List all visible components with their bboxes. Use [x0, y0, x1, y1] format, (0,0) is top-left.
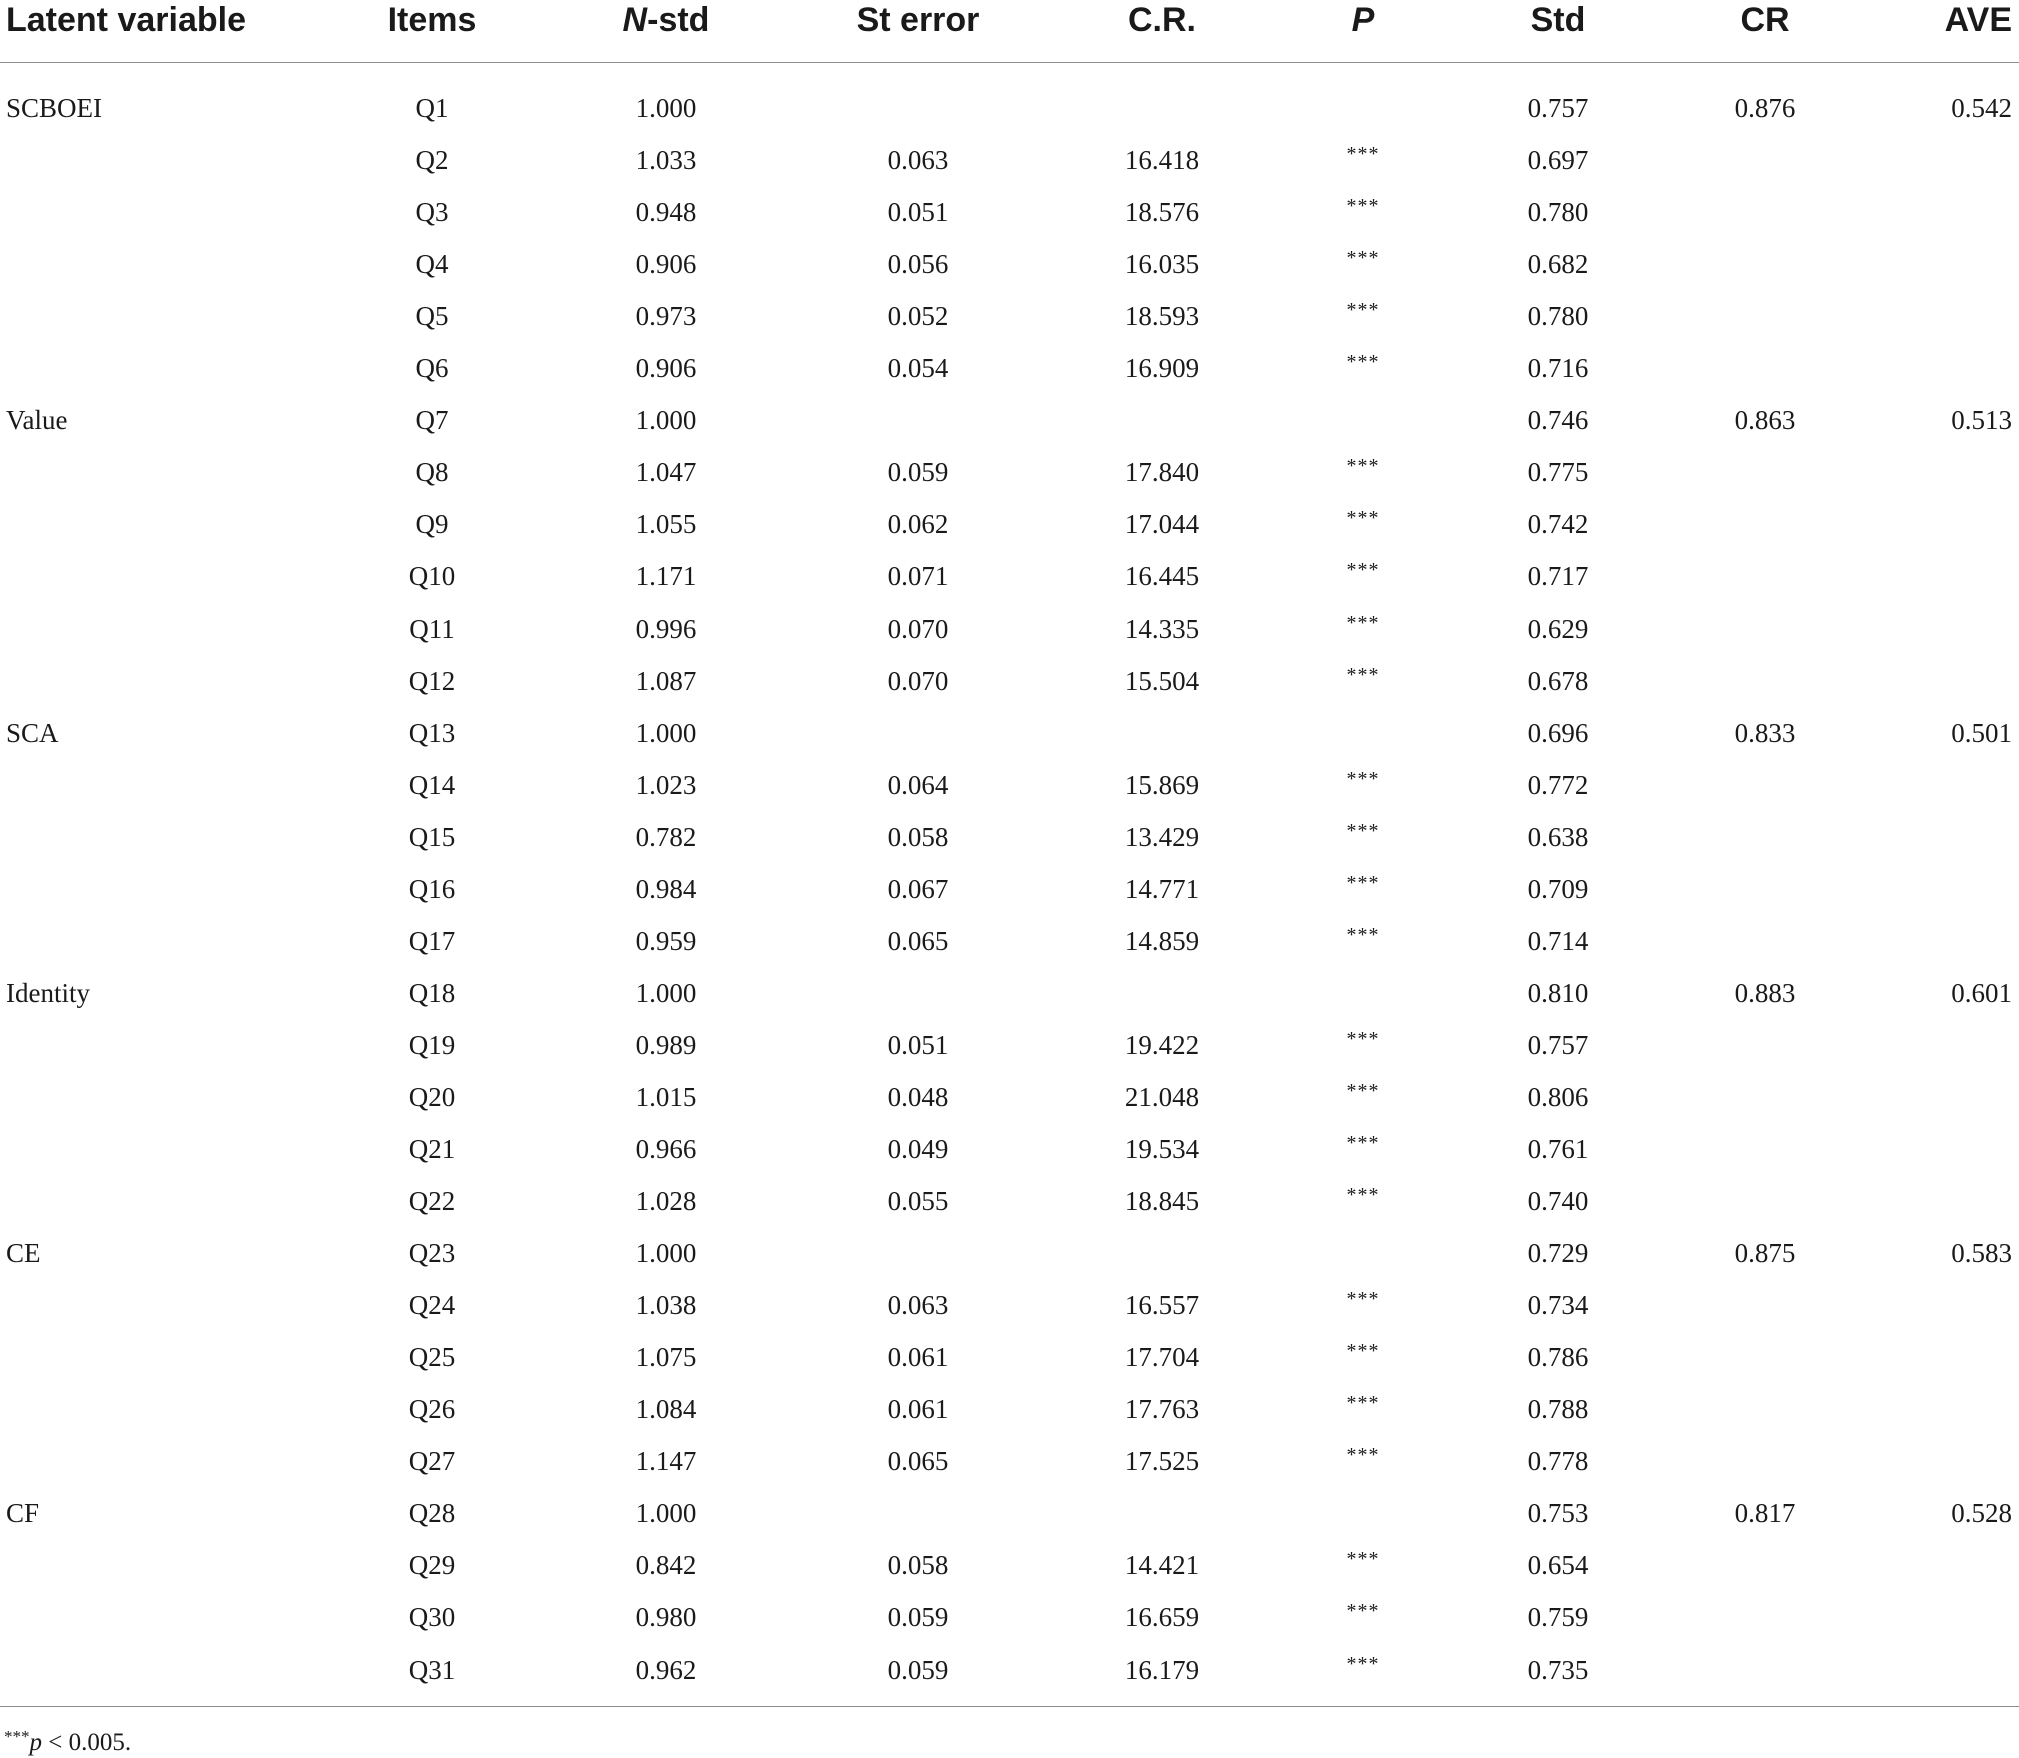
- cr-value-cell: 14.859: [1124, 925, 1200, 956]
- p-cell: ***: [1346, 1548, 1380, 1571]
- std-cell: 0.638: [1527, 821, 1589, 852]
- std-cell: 0.729: [1527, 1238, 1589, 1269]
- header-p: P: [1351, 1, 1375, 39]
- n-std-cell: 1.000: [635, 1238, 697, 1269]
- latent-variable-cell: Identity: [6, 977, 90, 1008]
- n-std-cell: 0.980: [635, 1602, 697, 1633]
- std-cell: 0.810: [1527, 977, 1589, 1008]
- p-cell: ***: [1346, 1184, 1380, 1207]
- p-cell: ***: [1346, 1600, 1380, 1623]
- p-cell: ***: [1346, 1392, 1380, 1415]
- cr-value-cell: 14.335: [1124, 613, 1200, 644]
- header-cr: CR: [1740, 1, 1790, 39]
- std-cell: 0.780: [1527, 197, 1589, 228]
- st-error-cell: 0.052: [887, 301, 949, 332]
- p-cell: ***: [1346, 247, 1380, 270]
- header-n-std: N-std: [622, 1, 710, 39]
- cr-cell: 0.833: [1734, 717, 1796, 748]
- std-cell: 0.742: [1527, 509, 1589, 540]
- std-cell: 0.716: [1527, 353, 1589, 384]
- st-error-cell: 0.048: [887, 1081, 949, 1112]
- st-error-cell: 0.058: [887, 821, 949, 852]
- n-std-cell: 0.989: [635, 1029, 697, 1060]
- item-cell: Q9: [415, 509, 449, 540]
- cr-value-cell: 17.044: [1124, 509, 1200, 540]
- cr-value-cell: 15.869: [1124, 769, 1200, 800]
- footnote-text: < 0.005.: [42, 1729, 132, 1756]
- header-latent-variable: Latent variable: [6, 1, 246, 39]
- item-cell: Q26: [408, 1394, 456, 1425]
- st-error-cell: 0.051: [887, 1029, 949, 1060]
- n-std-cell: 0.996: [635, 613, 697, 644]
- std-cell: 0.780: [1527, 301, 1589, 332]
- st-error-cell: 0.071: [887, 561, 949, 592]
- std-cell: 0.714: [1527, 925, 1589, 956]
- cr-value-cell: 16.909: [1124, 353, 1200, 384]
- std-cell: 0.709: [1527, 873, 1589, 904]
- std-cell: 0.788: [1527, 1394, 1589, 1425]
- p-cell: ***: [1346, 1340, 1380, 1363]
- cr-cell: 0.817: [1734, 1498, 1796, 1529]
- item-cell: Q10: [408, 561, 456, 592]
- p-cell: ***: [1346, 611, 1380, 634]
- ave-cell: 0.513: [1951, 405, 2012, 436]
- cr-cell: 0.875: [1734, 1238, 1796, 1269]
- n-std-cell: 1.000: [635, 93, 697, 123]
- item-cell: Q7: [415, 405, 449, 436]
- n-std-cell: 1.147: [635, 1446, 697, 1477]
- ave-cell: 0.542: [1951, 93, 2012, 123]
- footnote-symbol: p: [29, 1729, 42, 1756]
- st-error-cell: 0.056: [887, 249, 949, 280]
- n-std-cell: 0.906: [635, 249, 697, 280]
- n-std-cell: 1.087: [635, 665, 697, 696]
- cr-value-cell: 16.179: [1124, 1654, 1200, 1685]
- cr-value-cell: 18.845: [1124, 1186, 1200, 1217]
- header-n-std-suffix: -std: [647, 1, 710, 39]
- n-std-cell: 1.000: [635, 405, 697, 436]
- cr-value-cell: 19.422: [1124, 1029, 1200, 1060]
- p-cell: ***: [1346, 767, 1380, 790]
- p-cell: ***: [1346, 663, 1380, 686]
- std-cell: 0.759: [1527, 1602, 1589, 1633]
- st-error-cell: 0.059: [887, 457, 949, 488]
- n-std-cell: 1.038: [635, 1290, 697, 1321]
- st-error-cell: 0.059: [887, 1654, 949, 1685]
- std-cell: 0.740: [1527, 1186, 1589, 1217]
- std-cell: 0.717: [1527, 561, 1589, 592]
- n-std-cell: 0.973: [635, 301, 697, 332]
- std-cell: 0.696: [1527, 717, 1589, 748]
- item-cell: Q23: [408, 1238, 456, 1269]
- header-ave: AVE: [1944, 1, 2012, 39]
- cr-cell: 0.863: [1734, 405, 1796, 436]
- st-error-cell: 0.059: [887, 1602, 949, 1633]
- item-cell: Q3: [415, 197, 449, 228]
- cr-value-cell: 18.593: [1124, 301, 1200, 332]
- p-cell: ***: [1346, 1288, 1380, 1311]
- st-error-cell: 0.049: [887, 1134, 949, 1164]
- std-cell: 0.778: [1527, 1446, 1589, 1477]
- cr-value-cell: 16.557: [1124, 1290, 1200, 1321]
- cr-value-cell: 17.840: [1124, 457, 1200, 488]
- n-std-cell: 1.000: [635, 977, 697, 1008]
- latent-variable-cell: SCBOEI: [6, 93, 103, 123]
- cr-value-cell: 17.704: [1124, 1342, 1200, 1373]
- n-std-cell: 1.033: [635, 145, 697, 176]
- st-error-cell: 0.064: [887, 769, 949, 800]
- p-cell: ***: [1346, 507, 1380, 530]
- p-cell: ***: [1346, 299, 1380, 322]
- n-std-cell: 1.028: [635, 1186, 697, 1217]
- std-cell: 0.629: [1527, 613, 1589, 644]
- p-cell: ***: [1346, 871, 1380, 894]
- p-cell: ***: [1346, 1132, 1380, 1154]
- std-cell: 0.757: [1527, 93, 1589, 123]
- p-cell: ***: [1346, 455, 1380, 478]
- st-error-cell: 0.070: [887, 665, 949, 696]
- item-cell: Q17: [408, 925, 456, 956]
- item-cell: Q16: [408, 873, 456, 904]
- p-cell: ***: [1346, 351, 1380, 374]
- item-cell: Q21: [408, 1134, 456, 1164]
- latent-variable-cell: CF: [6, 1498, 40, 1529]
- header-std: Std: [1530, 1, 1586, 39]
- item-cell: Q24: [408, 1290, 456, 1321]
- st-error-cell: 0.062: [887, 509, 949, 540]
- std-cell: 0.775: [1527, 457, 1589, 488]
- std-cell: 0.682: [1527, 249, 1589, 280]
- n-std-cell: 0.948: [635, 197, 697, 228]
- ave-cell: 0.601: [1951, 977, 2012, 1008]
- p-cell: ***: [1346, 143, 1380, 166]
- item-cell: Q1: [415, 93, 449, 123]
- n-std-cell: 1.000: [635, 717, 697, 748]
- ave-cell: 0.583: [1951, 1238, 2012, 1269]
- footnote: [4, 1722, 131, 1758]
- cr-value-cell: 15.504: [1124, 665, 1200, 696]
- item-cell: Q2: [415, 145, 449, 176]
- header-rule: [0, 62, 2019, 63]
- n-std-cell: 0.984: [635, 873, 697, 904]
- item-cell: Q5: [415, 301, 449, 332]
- n-std-cell: 1.023: [635, 769, 697, 800]
- cr-value-cell: 17.525: [1124, 1446, 1200, 1477]
- cr-value-cell: 16.418: [1124, 145, 1200, 176]
- n-std-cell: 1.055: [635, 509, 697, 540]
- cr-cell: 0.876: [1734, 93, 1796, 123]
- item-cell: Q8: [415, 457, 449, 488]
- p-cell: ***: [1346, 559, 1380, 582]
- std-cell: 0.746: [1527, 405, 1589, 436]
- st-error-cell: 0.061: [887, 1394, 949, 1425]
- n-std-cell: 0.782: [635, 821, 697, 852]
- item-cell: Q22: [408, 1186, 456, 1217]
- p-cell: ***: [1346, 1079, 1380, 1102]
- item-cell: Q15: [408, 821, 456, 852]
- std-cell: 0.786: [1527, 1342, 1589, 1373]
- st-error-cell: 0.065: [887, 1446, 949, 1477]
- item-cell: Q29: [408, 1550, 456, 1581]
- item-cell: Q31: [408, 1654, 456, 1685]
- st-error-cell: 0.061: [887, 1342, 949, 1373]
- std-cell: 0.772: [1527, 769, 1589, 800]
- std-cell: 0.734: [1527, 1290, 1589, 1321]
- cr-value-cell: 19.534: [1124, 1134, 1200, 1164]
- item-cell: Q27: [408, 1446, 456, 1477]
- st-error-cell: 0.055: [887, 1186, 949, 1217]
- bottom-rule: [0, 1706, 2019, 1707]
- n-std-cell: 0.959: [635, 925, 697, 956]
- cr-value-cell: 17.763: [1124, 1394, 1200, 1425]
- std-cell: 0.735: [1527, 1654, 1589, 1685]
- st-error-cell: 0.063: [887, 145, 949, 176]
- st-error-cell: 0.065: [887, 925, 949, 956]
- item-cell: Q6: [415, 353, 449, 384]
- st-error-cell: 0.067: [887, 873, 949, 904]
- footnote-marker: ***: [4, 1727, 30, 1746]
- item-cell: Q30: [408, 1602, 456, 1633]
- st-error-cell: 0.051: [887, 197, 949, 228]
- item-cell: Q19: [408, 1029, 456, 1060]
- st-error-cell: 0.058: [887, 1550, 949, 1581]
- cr-value-cell: 16.659: [1124, 1602, 1200, 1633]
- latent-variable-cell: SCA: [6, 717, 59, 748]
- p-cell: ***: [1346, 1027, 1380, 1050]
- n-std-cell: 0.966: [635, 1134, 697, 1164]
- st-error-cell: 0.063: [887, 1290, 949, 1321]
- n-std-cell: 0.962: [635, 1654, 697, 1685]
- p-cell: ***: [1346, 195, 1380, 218]
- cr-value-cell: 13.429: [1124, 821, 1200, 852]
- n-std-cell: 1.084: [635, 1394, 697, 1425]
- ave-cell: 0.528: [1951, 1498, 2012, 1529]
- std-cell: 0.757: [1527, 1029, 1589, 1060]
- item-cell: Q14: [408, 769, 456, 800]
- p-cell: ***: [1346, 923, 1380, 946]
- std-cell: 0.753: [1527, 1498, 1589, 1529]
- item-cell: Q12: [408, 665, 456, 696]
- item-cell: Q4: [415, 249, 449, 280]
- item-cell: Q13: [408, 717, 456, 748]
- p-cell: ***: [1346, 819, 1380, 842]
- st-error-cell: 0.054: [887, 353, 949, 384]
- ave-cell: 0.501: [1951, 717, 2012, 748]
- item-cell: Q28: [408, 1498, 456, 1529]
- n-std-cell: 1.000: [635, 1498, 697, 1529]
- cr-value-cell: 14.421: [1124, 1550, 1200, 1581]
- n-std-cell: 1.047: [635, 457, 697, 488]
- n-std-cell: 0.906: [635, 353, 697, 384]
- item-cell: Q25: [408, 1342, 456, 1373]
- std-cell: 0.678: [1527, 665, 1589, 696]
- cr-value-cell: 14.771: [1124, 873, 1200, 904]
- p-cell: ***: [1346, 1652, 1380, 1675]
- n-std-cell: 1.075: [635, 1342, 697, 1373]
- header-st-error: St error: [856, 1, 980, 39]
- cr-value-cell: 16.445: [1124, 561, 1200, 592]
- cr-cell: 0.883: [1734, 977, 1796, 1008]
- n-std-cell: 1.171: [635, 561, 697, 592]
- item-cell: Q18: [408, 977, 456, 1008]
- item-cell: Q20: [408, 1081, 456, 1112]
- std-cell: 0.654: [1527, 1550, 1589, 1581]
- cr-value-cell: 21.048: [1124, 1081, 1200, 1112]
- std-cell: 0.806: [1527, 1081, 1589, 1112]
- cr-value-cell: 16.035: [1124, 249, 1200, 280]
- header-items: Items: [387, 1, 477, 39]
- latent-variable-cell: Value: [6, 405, 68, 436]
- st-error-cell: 0.070: [887, 613, 949, 644]
- n-std-cell: 0.842: [635, 1550, 697, 1581]
- std-cell: 0.761: [1527, 1134, 1589, 1164]
- cr-value-cell: 18.576: [1124, 197, 1200, 228]
- header-cr-value: C.R.: [1128, 1, 1196, 39]
- latent-variable-cell: CE: [6, 1238, 41, 1269]
- n-std-cell: 1.015: [635, 1081, 697, 1112]
- p-cell: ***: [1346, 1444, 1380, 1467]
- std-cell: 0.697: [1527, 145, 1589, 176]
- item-cell: Q11: [409, 613, 455, 644]
